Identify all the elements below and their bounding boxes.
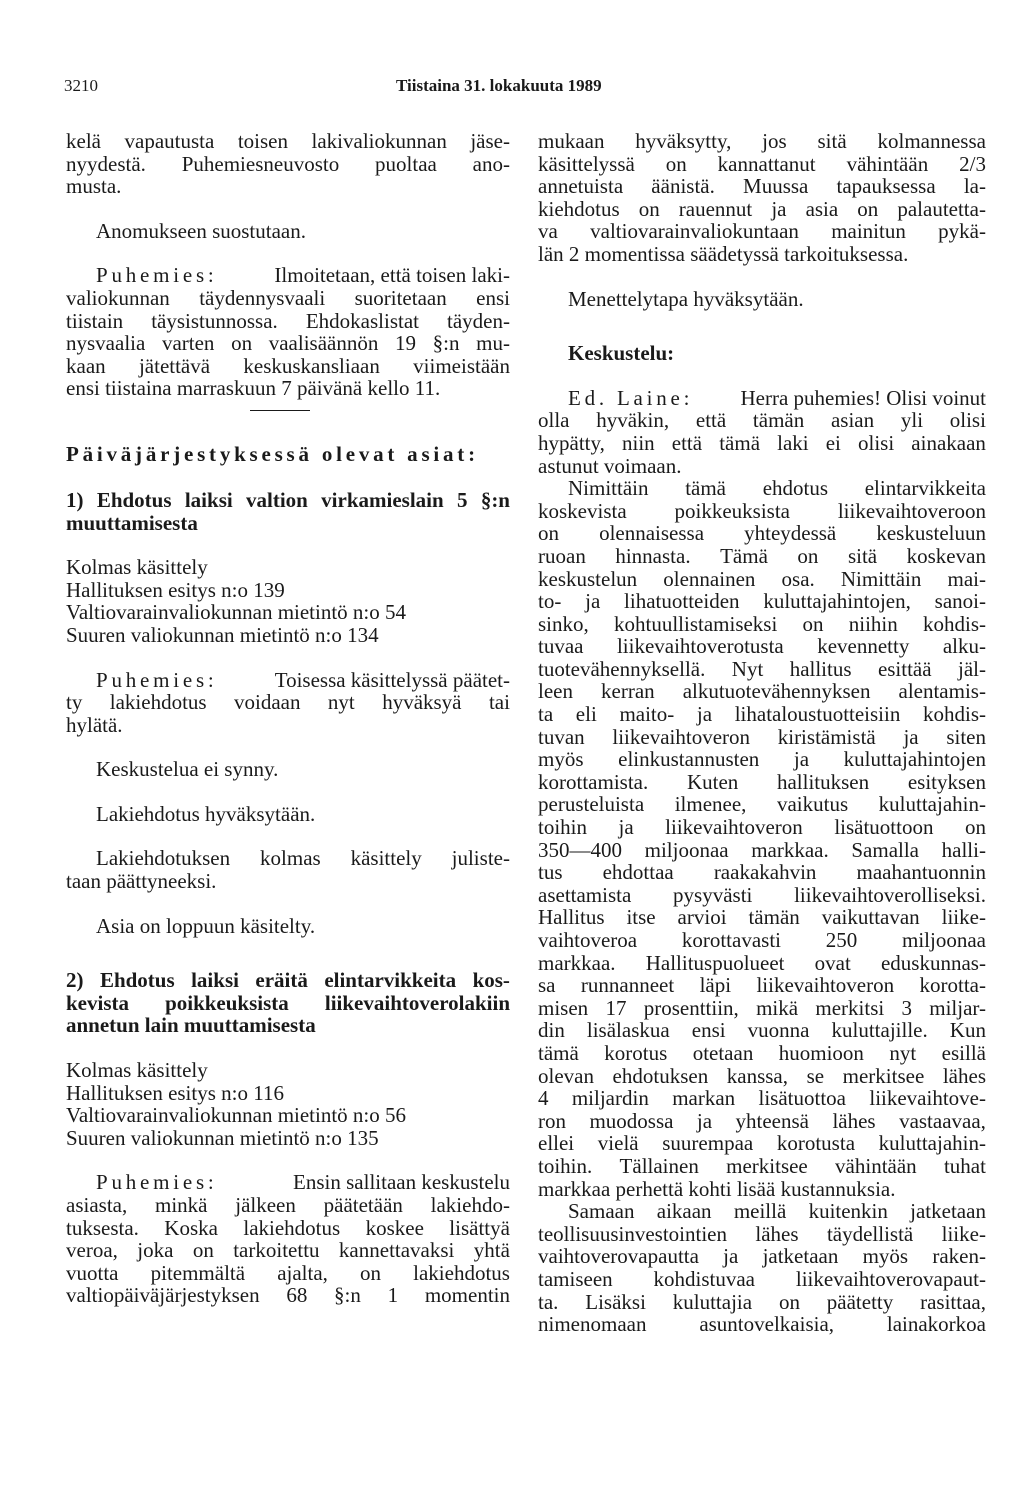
speaker-paragraph — [66, 264, 510, 400]
speech-text: Herra puhemies! Olisi voinut — [740, 385, 986, 410]
text-line: Asia on loppuun käsitelty. — [96, 913, 316, 938]
paragraph — [538, 477, 986, 1200]
text-line: Menettelytapa hyväksytään. — [568, 286, 804, 311]
discussion-heading: Keskustelu: — [568, 341, 675, 366]
text-line: Hallituksen esitys n:o 139 — [66, 577, 285, 602]
text-line — [66, 669, 510, 692]
text-line: nyydestä. Puhemiesneuvosto puoltaa ano- — [66, 151, 510, 176]
text-line: Lakiehdotuksen kolmas käsittely juliste- — [96, 846, 510, 871]
text-line: tuvan liikevaihtoveron kiristämistä ja siten — [538, 724, 986, 749]
text-line: toihin ja liikevaihtoveron lisätuottoon on — [538, 815, 986, 840]
text-line: asiasta, minkä jälkeen päätetään lakiehdo- — [66, 1193, 510, 1217]
text-line: keskustelun olennainen osa. Nimittäin mai- — [538, 566, 986, 591]
text-line: län 2 momentissa säädetyssä tarkoituksessa. — [538, 241, 909, 266]
speaker-name: Puhemies: — [96, 667, 218, 692]
text-line: tämä korotus otetaan huomioon nyt esillä — [538, 1040, 986, 1065]
text-line: hylätä. — [66, 712, 123, 737]
text-line: misen 17 prosenttiin, mikä merkitsi 3 miljar- — [538, 995, 986, 1020]
text-line — [66, 1171, 510, 1194]
text-line: markkaa. Hallituspuolueet ovat eduskunnas- — [538, 950, 986, 975]
text-line: annetun lain muuttamisesta — [66, 1013, 316, 1038]
right-column — [538, 130, 986, 1336]
text-line: asettamista pysyvästi liikevaihtoverolliseksi. — [538, 882, 986, 907]
text-line: va valtiovarainvaliokuntaan mainitun pykä- — [538, 219, 986, 244]
text-line: Valtiovarainvaliokunnan mietintö n:o 54 — [66, 600, 407, 625]
text-line: teollisuusinvestointien lähes täydellistä liike- — [538, 1221, 986, 1246]
paragraph — [538, 130, 986, 266]
text-line: tuksesta. Koska lakiehdotus koskee lisättyä — [66, 1215, 510, 1240]
paragraph — [66, 847, 510, 892]
text-line: ta. Lisäksi kuluttajia on päätetty rasittaa, — [538, 1289, 986, 1314]
agenda-heading: Päiväjärjestyksessä olevat asiat: — [66, 441, 479, 466]
speaker-name: Puhemies: — [96, 1170, 218, 1195]
text-line: vaihtoveroa korottavasti 250 miljoonaa — [538, 928, 986, 952]
text-line: taan päättyneeksi. — [66, 869, 217, 894]
text-line: ty lakiehdotus voidaan nyt hyväksyä tai — [66, 690, 510, 715]
item-title — [66, 969, 510, 1037]
text-line — [66, 264, 510, 287]
text-line: markkaa perhettä kohti lisää kustannuksia. — [538, 1176, 896, 1201]
text-line: vuotta pitemmältä ajalta, on lakiehdotus — [66, 1260, 510, 1285]
item-title — [66, 489, 510, 534]
text-line: tuotevähennyksellä. Nyt hallitus esittää jäl- — [538, 656, 986, 681]
item-documents — [66, 1059, 510, 1149]
text-line: ta eli maito- ja lihataloustuotteisiin kohdis- — [538, 702, 986, 727]
text-line: myös elinkustannusten ja kuluttajahintojen — [538, 747, 986, 772]
text-line: Kolmas käsittely — [66, 555, 208, 580]
text-line: Keskustelua ei synny. — [96, 757, 279, 782]
item-documents — [66, 556, 510, 646]
text-line: Suuren valiokunnan mietintö n:o 134 — [66, 622, 379, 647]
text-line: hypätty, niin että tämä laki ei olisi ainakaan — [538, 430, 986, 455]
text-line: sinko, kohtuullistamiseksi on niihin kohdis- — [538, 611, 986, 636]
speaker-name: Ed. Laine: — [568, 385, 694, 410]
text-line: nimenomaan asuntovelkaisia, lainakorkoa — [538, 1312, 986, 1337]
text-line: valiokunnan täydennysvaali suoritetaan ensi — [66, 285, 510, 310]
text-line — [538, 387, 986, 410]
text-line: leen kerran alkutuotevähennyksen alentamis- — [538, 679, 986, 704]
text-line: on olennaisessa yhteydessä keskusteluun — [538, 521, 986, 546]
text-line: perusteluista ilmenee, vaikutus kuluttajahin- — [538, 792, 986, 817]
text-line: ruoan hinnasta. Tämä on sitä koskevan — [538, 543, 986, 568]
text-line: olla hyväkin, että tämän asian yli olisi — [538, 408, 986, 433]
text-line: tus ehdottaa raakakahvin maahantuonnin — [538, 860, 986, 885]
text-line: Suuren valiokunnan mietintö n:o 135 — [66, 1125, 379, 1150]
text-line: toihin. Tällainen merkitsee vähintään tuhat — [538, 1153, 986, 1178]
text-line: Valtiovarainvaliokunnan mietintö n:o 56 — [66, 1103, 407, 1128]
text-line: vaihtoverovapautta ja jatketaan myös raken- — [538, 1244, 986, 1269]
text-line: korottamista. Kuten hallituksen esityksen — [538, 769, 986, 794]
text-line: ron muodossa ja yhteensä lähes vastaavaa, — [538, 1108, 986, 1133]
speaker-paragraph — [538, 387, 986, 477]
speaker-name: Puhemies: — [96, 263, 218, 288]
text-line: 2) Ehdotus laiksi eräitä elintarvikkeita kos- — [66, 968, 510, 993]
text-line: tiistain täysistunnossa. Ehdokaslistat täyden- — [66, 308, 510, 333]
text-line: veroa, joka on tarkoitettu kannettavaksi yhtä — [66, 1238, 510, 1263]
text-line: astunut voimaan. — [538, 453, 682, 478]
text-line: valtiopäiväjärjestyksen 68 §:n 1 momentin — [66, 1283, 510, 1308]
text-line: 350—400 miljoonaa markkaa. Samalla halli- — [538, 837, 986, 862]
text-line: din lisälaskua ensi vuonna kuluttajille. Kun — [538, 1018, 986, 1043]
text-line: Nimittäin tämä ehdotus elintarvikkeita — [568, 476, 986, 501]
text-line: Hallituksen esitys n:o 116 — [66, 1080, 284, 1105]
text-line: tuvaa liikevaihtoverotusta kevennetty alku- — [538, 634, 986, 659]
text-line: musta. — [66, 174, 122, 199]
text-line: Hallitus itse arvioi tämän vaikuttavan liike- — [538, 905, 986, 930]
text-line: Kolmas käsittely — [66, 1058, 208, 1083]
page-number: 3210 — [64, 76, 98, 95]
text-line: ellei vielä suurempaa korotusta kuluttajahin- — [538, 1131, 986, 1156]
speech-text: Ensin sallitaan keskustelu — [293, 1170, 510, 1195]
text-line: ensi tiistaina marraskuun 7 päivänä kello 11. — [66, 376, 441, 401]
text-line: Anomukseen suostutaan. — [96, 218, 306, 243]
text-line: 4 miljardin markan lisätuottoa liikevaihtove- — [538, 1086, 986, 1111]
text-line: mukaan hyväksytty, jos sitä kolmannessa — [538, 129, 986, 153]
text-line: kaan jätettävä keskuskansliaan viimeistään — [66, 353, 510, 378]
text-line: kevista poikkeuksista liikevaihtoverolakiin — [66, 990, 510, 1015]
text-line: 1) Ehdotus laiksi valtion virkamieslain 5 §:n — [66, 487, 510, 512]
text-line: nysvaalia varten on vaalisäännön 19 §:n mu- — [66, 331, 510, 356]
text-line: annetuista äänistä. Muussa tapauksessa la- — [538, 174, 986, 199]
text-line: käsittelyssä on kannattanut vähintään 2/3 — [538, 151, 986, 176]
text-line: muuttamisesta — [66, 510, 198, 535]
paragraph — [538, 1200, 986, 1336]
text-line: to- ja lihatuotteiden kuluttajahintojen, sanoi- — [538, 589, 986, 614]
text-line: olevan ehdotuksen kanssa, se merkitsee lähes — [538, 1063, 986, 1088]
section-divider — [250, 410, 310, 411]
text-line: Samaan aikaan meillä kuitenkin jatketaan — [568, 1199, 986, 1224]
running-head: Tiistaina 31. lokakuuta 1989 — [396, 76, 602, 95]
text-line: Lakiehdotus hyväksytään. — [96, 801, 316, 826]
speech-text: Ilmoitetaan, että toisen laki- — [274, 263, 510, 288]
text-line: koskevista poikkeuksista liikevaihtoveroon — [538, 498, 986, 523]
text-line: sa runnanneet läpi liikevaihtoveron korotta- — [538, 973, 986, 998]
speaker-paragraph — [66, 1171, 510, 1307]
text-line: tamiseen kohdistuvaa liikevaihtoverovapaut- — [538, 1266, 986, 1291]
text-line: kiehdotus on rauennut ja asia on palautetta- — [538, 196, 986, 221]
left-column — [66, 130, 510, 1307]
paragraph — [66, 130, 510, 198]
speech-text: Toisessa käsittelyssä päätet- — [274, 667, 510, 692]
text-line: kelä vapautusta toisen lakivaliokunnan jäse- — [66, 129, 510, 153]
speaker-paragraph — [66, 669, 510, 737]
